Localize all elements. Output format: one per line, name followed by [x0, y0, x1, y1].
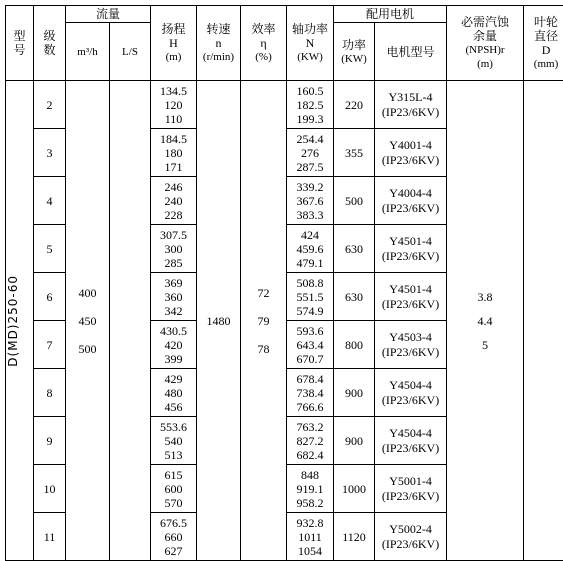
shaft-power-values: 160.5 182.5 199.3: [287, 81, 334, 129]
header-head: 扬程 H (m): [151, 6, 197, 81]
motor-model: Y5001-4 (IP23/6KV): [375, 465, 447, 513]
motor-power: 220: [334, 81, 375, 129]
stage-count: 5: [34, 225, 66, 273]
motor-power: 1000: [334, 465, 375, 513]
shaft-power-values: 678.4 738.4 766.6: [287, 369, 334, 417]
stage-count: 11: [34, 513, 66, 561]
head-values: 134.5 120 110: [151, 81, 197, 129]
shaft-power-values: 254.4 276 287.5: [287, 129, 334, 177]
motor-power: 900: [334, 369, 375, 417]
header-efficiency: 效率 η (%): [241, 6, 287, 81]
motor-model: Y4504-4 (IP23/6KV): [375, 369, 447, 417]
motor-power: 355: [334, 129, 375, 177]
header-flow-m3h: m³/h: [66, 23, 110, 81]
stage-count: 2: [34, 81, 66, 129]
stage-count: 3: [34, 129, 66, 177]
shaft-power-values: 508.8 551.5 574.9: [287, 273, 334, 321]
head-values: 246 240 228: [151, 177, 197, 225]
stage-count: 9: [34, 417, 66, 465]
head-values: 307.5 300 285: [151, 225, 197, 273]
header-motor: 配用电机: [334, 6, 447, 23]
header-flow: 流量: [66, 6, 151, 23]
flow-ls-values: [110, 81, 151, 561]
head-values: 553.6 540 513: [151, 417, 197, 465]
header-motor-power: 功率 (KW): [334, 23, 375, 81]
head-values: 676.5 660 627: [151, 513, 197, 561]
header-shaft-power: 轴功率 N (KW): [287, 6, 334, 81]
stage-count: 8: [34, 369, 66, 417]
table-body: [6, 81, 563, 561]
flow-m3h-values: 400 450 500: [66, 81, 110, 561]
stage-count: 10: [34, 465, 66, 513]
motor-model: Y4004-4 (IP23/6KV): [375, 177, 447, 225]
motor-power: 500: [334, 177, 375, 225]
header-speed: 转速 n (r/min): [197, 6, 241, 81]
header-motor-model: 电机型号: [375, 23, 447, 81]
model-name: D(MD)250-60: [6, 81, 34, 561]
header-model: 型 号: [6, 6, 34, 81]
stage-count: 7: [34, 321, 66, 369]
shaft-power-values: 932.8 1011 1054: [287, 513, 334, 561]
head-values: 429 480 456: [151, 369, 197, 417]
efficiency-values: 72 79 78: [241, 81, 287, 561]
table-row: [6, 81, 563, 129]
motor-model: Y4503-4 (IP23/6KV): [375, 321, 447, 369]
speed-value: 1480: [197, 81, 241, 561]
motor-model: Y4001-4 (IP23/6KV): [375, 129, 447, 177]
shaft-power-values: 424 459.6 479.1: [287, 225, 334, 273]
motor-power: 630: [334, 225, 375, 273]
impeller-diameter: [524, 81, 563, 561]
motor-model: Y4501-4 (IP23/6KV): [375, 273, 447, 321]
motor-power: 800: [334, 321, 375, 369]
shaft-power-values: 339.2 367.6 383.3: [287, 177, 334, 225]
header-impeller: 叶轮 直径 D (mm): [524, 6, 563, 81]
header-npsh: 必需汽蚀 余量 (NPSH)r (m): [447, 6, 524, 81]
head-values: 430.5 420 399: [151, 321, 197, 369]
head-values: 615 600 570: [151, 465, 197, 513]
shaft-power-values: 763.2 827.2 682.4: [287, 417, 334, 465]
shaft-power-values: 593.6 643.4 670.7: [287, 321, 334, 369]
motor-power: 630: [334, 273, 375, 321]
head-values: 184.5 180 171: [151, 129, 197, 177]
motor-power: 1120: [334, 513, 375, 561]
shaft-power-values: 848 919.1 958.2: [287, 465, 334, 513]
motor-power: 900: [334, 417, 375, 465]
stage-count: 6: [34, 273, 66, 321]
motor-model: Y5002-4 (IP23/6KV): [375, 513, 447, 561]
motor-model: Y315L-4 (IP23/6KV): [375, 81, 447, 129]
header-stages: 级 数: [34, 6, 66, 81]
npsh-values: 3.8 4.4 5: [447, 81, 524, 561]
stage-count: 4: [34, 177, 66, 225]
motor-model: Y4501-4 (IP23/6KV): [375, 225, 447, 273]
motor-model: Y4504-4 (IP23/6KV): [375, 417, 447, 465]
head-values: 369 360 342: [151, 273, 197, 321]
pump-spec-table: [5, 5, 563, 561]
header-flow-ls: L/S: [110, 23, 151, 81]
